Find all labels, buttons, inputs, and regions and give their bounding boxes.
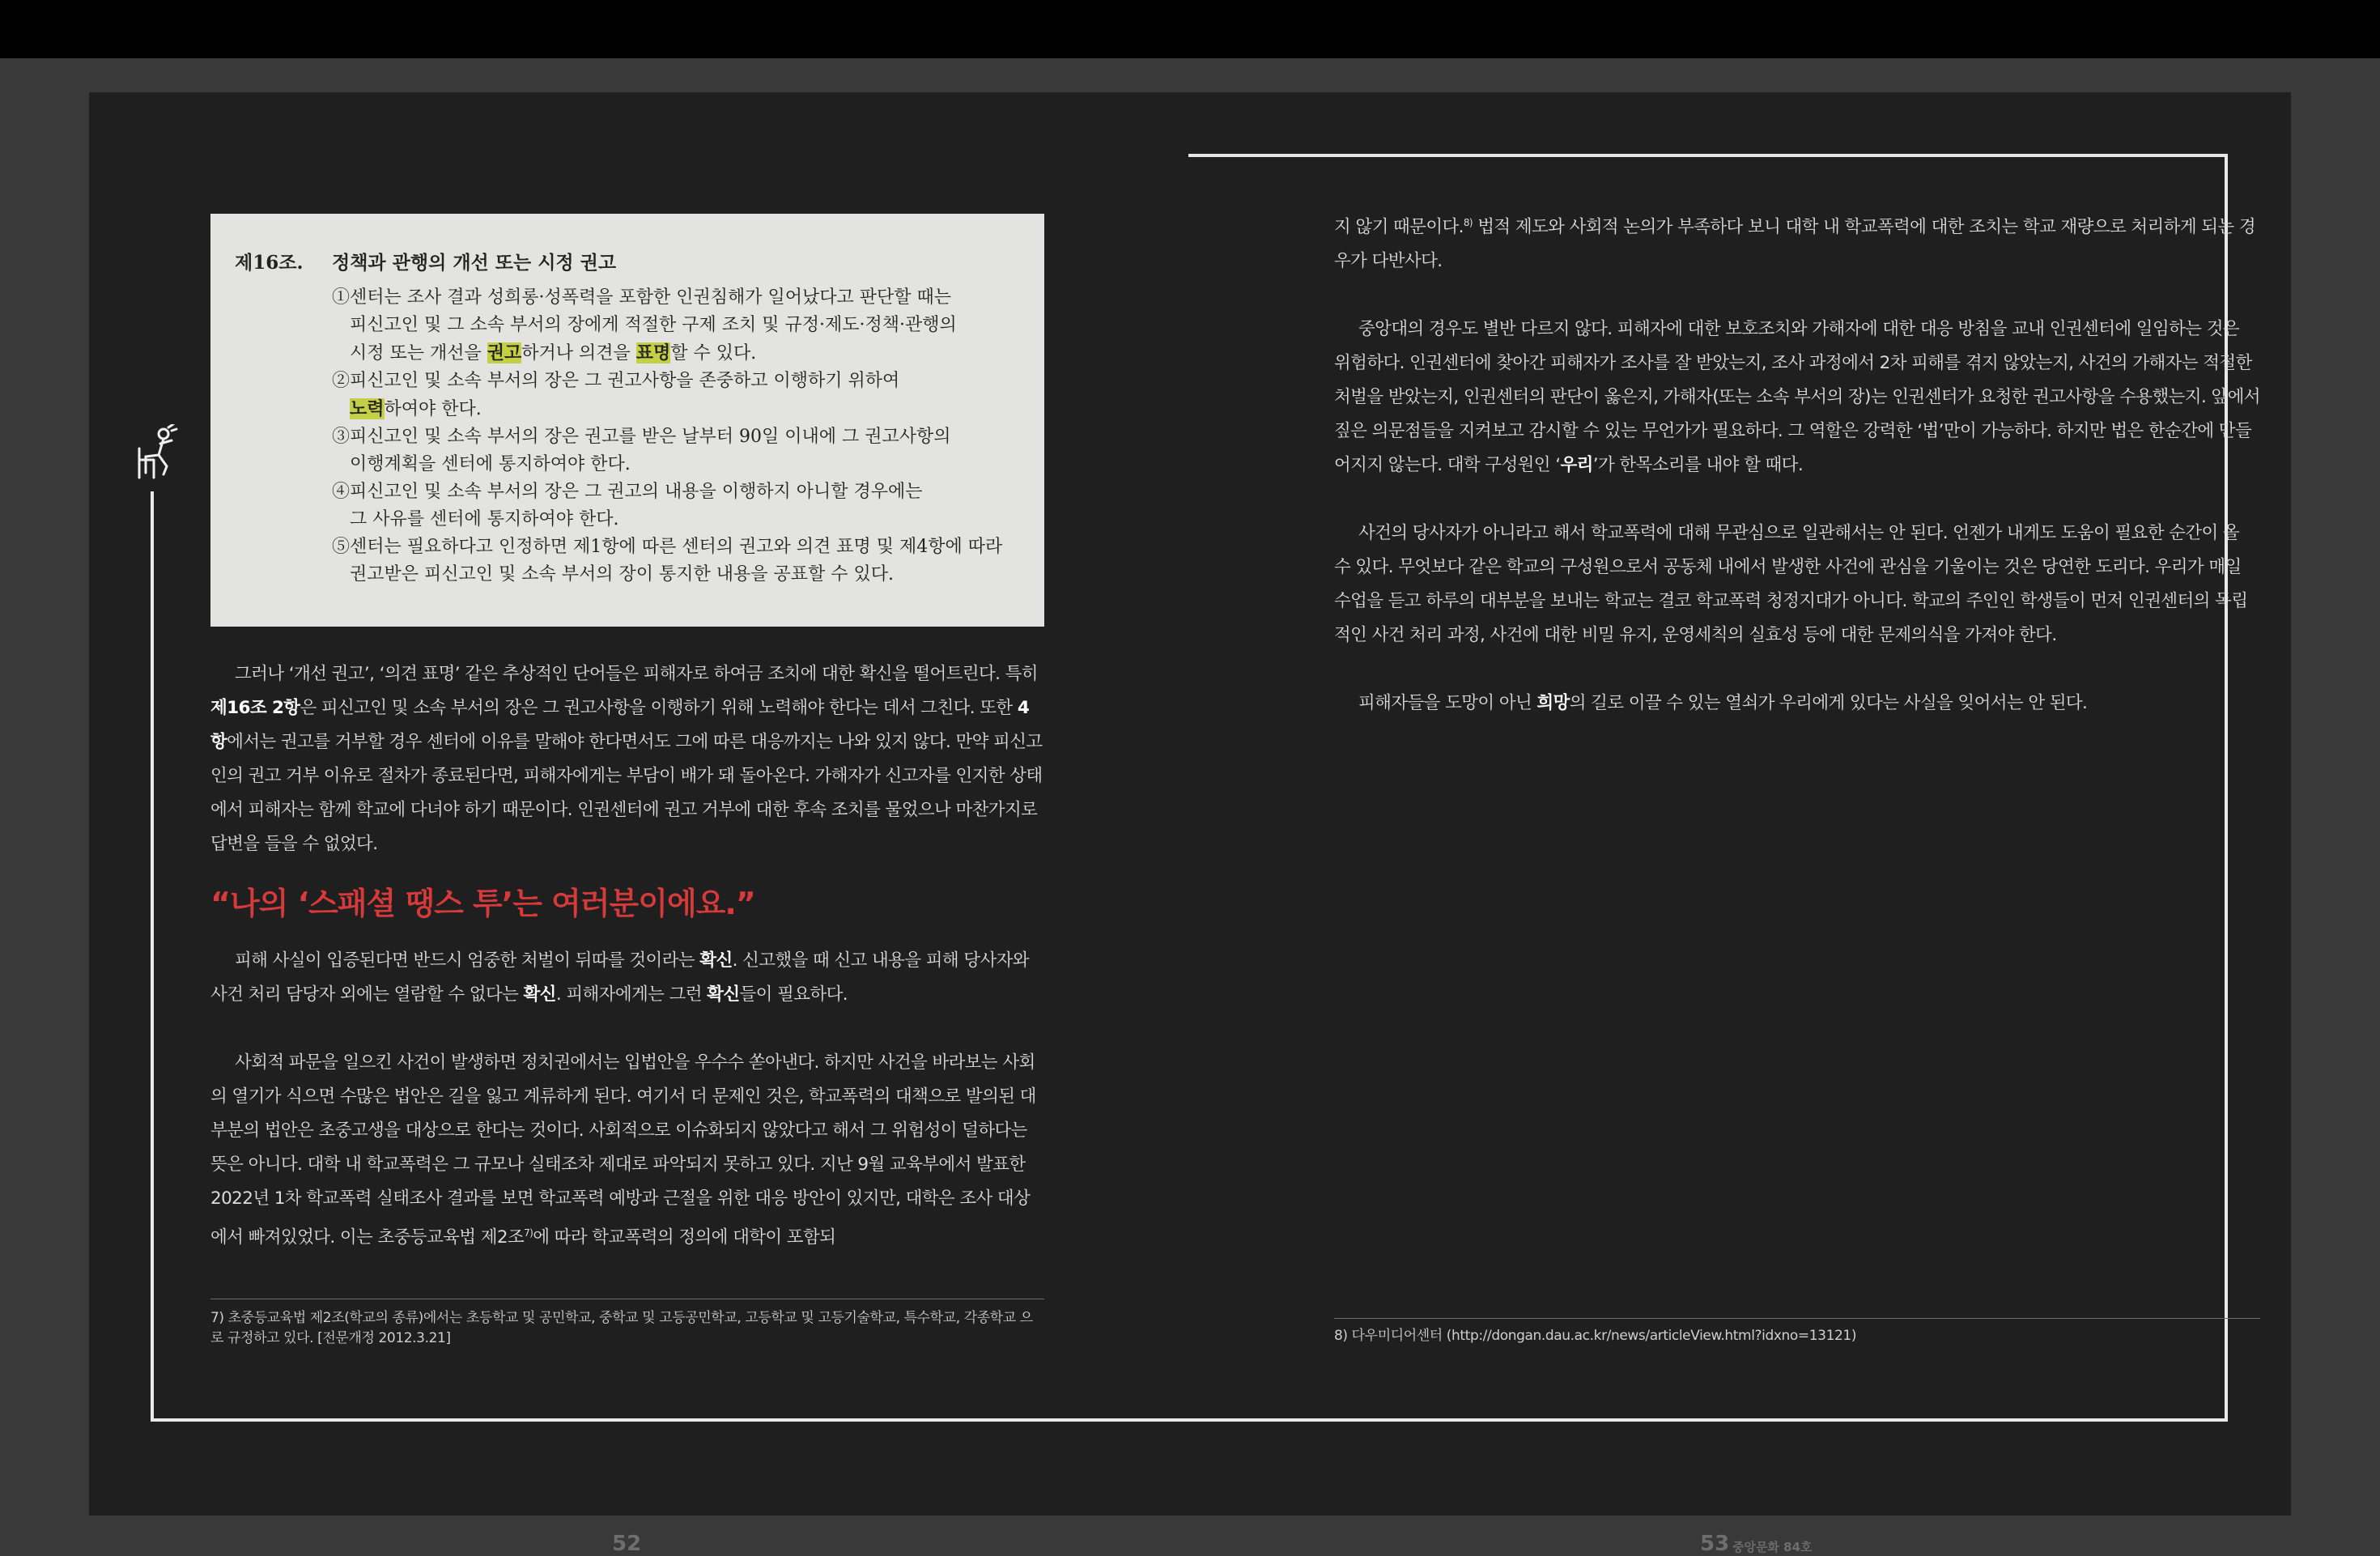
law-item-4-line-2: 그 사유를 센터에 통지하여야 한다. (350, 509, 619, 529)
top-black-bar (0, 0, 2380, 58)
sitting-figure-logo-icon (131, 424, 178, 487)
law-item-2-line-2 (332, 395, 482, 423)
frame-line-bottom (151, 1418, 2228, 1422)
bold-text: 제16조 2항 (210, 698, 300, 718)
law-item-5-line-1: ⑤센터는 필요하다고 인정하면 제1항에 따른 센터의 권고와 의견 표명 및 제4항에 따라 (332, 537, 1003, 557)
highlight-noryeok: 노력 (350, 398, 385, 419)
law-article-title: 정책과 관행의 개선 또는 시정 권고 (332, 252, 617, 274)
right-paragraph-3: 사건의 당사자가 아니라고 해서 학교폭력에 대해 무관심으로 일관해서는 안 된다. 언젠가 내게도 도움이 필요한 순간이 올 수 있다. 무엇보다 같은 학교의 구성원으로서 공동체 내에서 발생한 사건에 관심을 기울이는 것은 당연한 도리다. 우리가 매일 수업을 듣고 하루의 대부분을 보내는 학교는 결코 학교폭력 청정지대가 아니다. 학교의 주인인 학생들이 먼저 인권센터의 독립적인 사건 처리 과정, 사건에 대한 비밀 유지, 운영세칙의 실효성 등에 대한 문제의식을 가져야 한다. (1334, 523, 2248, 646)
law-item-3-line-2: 이행계획을 센터에 통지하여야 한다. (350, 454, 631, 474)
law-heading (235, 248, 1025, 274)
body-text: 그러나 ‘개선 권고’, ‘의견 표명’ 같은 추상적인 단어들은 피해자로 하여금 조치에 대한 확신을 떨어트린다. 특히 (235, 664, 1038, 684)
left-footnote: 7) 초중등교육법 제2조(학교의 종류)에서는 초등학교 및 공민학교, 중학교 및 고등공민학교, 고등학교 및 고등기술학교, 특수학교, 각종학교 으로 규정하고 있다. [전문개정 2012.3.21] (210, 1310, 1033, 1346)
right-paragraph-2 (1334, 312, 2260, 483)
body-text: 피해자들을 도망이 아닌 (1358, 693, 1537, 714)
law-item-2-line-1: ②피신고인 및 소속 부서의 장은 그 권고사항을 존중하고 이행하기 위하여 (332, 371, 900, 391)
law-item-5-line-2: 권고받은 피신고인 및 소속 부서의 장이 통지한 내용을 공표할 수 있다. (350, 564, 894, 585)
body-text: 은 피신고인 및 소속 부서의 장은 그 권고사항을 이행하기 위해 노력해야 한다는 데서 그친다. 또한 (300, 698, 1018, 718)
law-article-box (210, 214, 1044, 627)
law-item-1 (332, 284, 1025, 368)
bold-text: 확신 (699, 950, 733, 971)
left-page-body (210, 657, 1044, 1255)
law-text: 하거나 의견을 (521, 343, 636, 363)
body-text: 에서는 권고를 거부할 경우 센터에 이유를 말해야 한다면서도 그에 따른 대응까지는 나와 있지 않다. 만약 피신고인의 권고 거부 이유로 절차가 종료된다면, 피해자에게는 부담이 배가 돼 돌아온다. 가해자가 신고자를 인지한 상태에서 피해자는 함께 학교에 다녀야 하기 때문이다. 인권센터에 권고 거부에 대한 후속 조치를 물었으나 마찬가지로 답변을 들을 수 없었다. (210, 732, 1043, 854)
law-item-4 (332, 478, 1025, 534)
law-text: 할 수 있다. (670, 343, 757, 363)
paragraph-gap (1334, 653, 2260, 687)
right-page-body (1334, 206, 2260, 721)
law-item-2 (332, 368, 1025, 423)
body-text: 들이 필요하다. (739, 984, 848, 1005)
law-item-1-line-2: 피신고인 및 그 소속 부서의 장에게 적절한 구제 조치 및 규정·제도·정책·관행의 (350, 315, 957, 335)
law-items (332, 284, 1025, 589)
body-text: 중앙대의 경우도 별반 다르지 않다. 피해자에 대한 보호조치와 가해자에 대한 대응 방침을 교내 인권센터에 일임하는 것은 위험하다. 인권센터에 찾아간 피해자가 조사를 잘 받았는지, 조사 과정에서 2차 피해를 겪지 않았는지, 사건의 가해자는 적절한 처벌을 받았는지, 인권센터의 판단이 옳은지, 가해자(또는 소속 부서의 장)는 인권센터가 요청한 권고사항을 수용했는지. 앞에서 짚은 의문점들을 지켜보고 감시할 수 있는 무언가가 필요하다. 그 역할은 강력한 ‘법’만이 가능하다. 하지만 법은 한순간에 만들어지지 않는다. 대학 구성원인 ‘ (1334, 319, 2260, 476)
body-text: 법적 제도와 사회적 논의가 부족하다 보니 대학 내 학교폭력에 대한 조치는 학교 재량으로 처리하게 되는 경우가 다반사다. (1334, 217, 2256, 272)
footnote-ref-8: 8) (1463, 217, 1473, 228)
bold-text: 4항 (210, 698, 1030, 752)
left-paragraph-3 (210, 1046, 1044, 1255)
law-item-3-line-1: ③피신고인 및 소속 부서의 장은 권고를 받은 날부터 90일 이내에 그 권고사항의 (332, 427, 951, 447)
paragraph-gap (1334, 483, 2260, 517)
bold-text: 확신 (707, 984, 740, 1005)
body-text: 피해 사실이 입증된다면 반드시 엄중한 처벌이 뒤따를 것이라는 (235, 950, 700, 971)
footnote-ref-7: 7) (524, 1227, 533, 1239)
bold-text: 확신 (523, 984, 556, 1005)
law-text: 하여야 한다. (384, 399, 482, 419)
right-footnote-rule (1334, 1318, 2260, 1319)
publication-name: 중앙문화 84호 (1732, 1540, 1813, 1554)
magazine-spread (89, 92, 2291, 1556)
law-item-1-line-1: ①센터는 조사 결과 성희롱·성폭력을 포함한 인권침해가 일어났다고 판단할 때는 (332, 287, 952, 308)
pull-quote: “나의 ‘스패셜 땡스 투’는 여러분이에요.” (210, 886, 755, 921)
right-paragraph-1 (1334, 206, 2260, 278)
law-article-number: 제16조. (235, 252, 304, 274)
body-text: ’가 한목소리를 내야 할 때다. (1592, 455, 1804, 476)
body-text: . 피해자에게는 그런 (555, 984, 708, 1005)
page-number-left: 52 (612, 1532, 642, 1556)
highlight-gwongo: 권고 (487, 342, 522, 363)
left-paragraph-2 (210, 944, 1044, 1012)
right-footnote: 8) 다우미디어센터 (http://dongan.dau.ac.kr/news/articleView.html?idxno=13121) (1334, 1328, 1857, 1344)
body-text: 지 않기 때문이다. (1334, 217, 1464, 238)
body-text: 사회적 파문을 일으킨 사건이 발생하면 정치권에서는 입법안을 우수수 쏟아낸다. 하지만 사건을 바라보는 사회의 열기가 식으면 수많은 법안은 길을 잃고 계류하게 된다. 여기서 더 문제인 것은, 학교폭력의 대책으로 발의된 대부분의 법안은 초중고생을 대상으로 한다는 것이다. 사회적으로 이슈화되지 않았다고 해서 그 위험성이 덜하다는 뜻은 아니다. 대학 내 학교폭력은 그 규모나 실태조차 제대로 파악되지 못하고 있다. 지난 9월 교육부에서 발표한 2022년 1차 학교폭력 실태조사 결과를 보면 학교폭력 예방과 근절을 위한 대응 방안이 있지만, 대학은 조사 대상에서 빠져있었다. 이는 초중등교육법 제2조 (210, 1052, 1036, 1248)
body-text: 에 따라 학교폭력의 정의에 대학이 포함되 (533, 1227, 836, 1248)
law-item-3 (332, 423, 1025, 478)
law-item-5 (332, 534, 1025, 589)
bold-text: 희망 (1536, 693, 1570, 714)
paragraph-gap (210, 1012, 1044, 1046)
body-text: . 신고했을 때 신고 내용을 피해 당사자와 사건 처리 담당자 외에는 열람할 수 없다는 (210, 950, 1029, 1005)
left-paragraph-1 (210, 657, 1044, 861)
law-item-1-line-3 (332, 339, 756, 368)
frame-line-top (1188, 154, 2228, 157)
paragraph-gap (1334, 278, 2260, 312)
body-text: 의 길로 이끌 수 있는 열쇠가 우리에게 있다는 사실을 잊어서는 안 된다. (1569, 693, 2088, 714)
page-number-right: 53 (1700, 1532, 1730, 1556)
bold-text: 우리 (1560, 455, 1593, 476)
law-text: 시정 또는 개선을 (350, 343, 487, 363)
right-paragraph-4 (1334, 687, 2260, 721)
highlight-pyomyeong: 표명 (635, 342, 671, 363)
law-item-4-line-1: ④피신고인 및 소속 부서의 장은 그 권고의 내용을 이행하지 아니할 경우에는 (332, 482, 923, 502)
frame-line-left (151, 491, 154, 1422)
